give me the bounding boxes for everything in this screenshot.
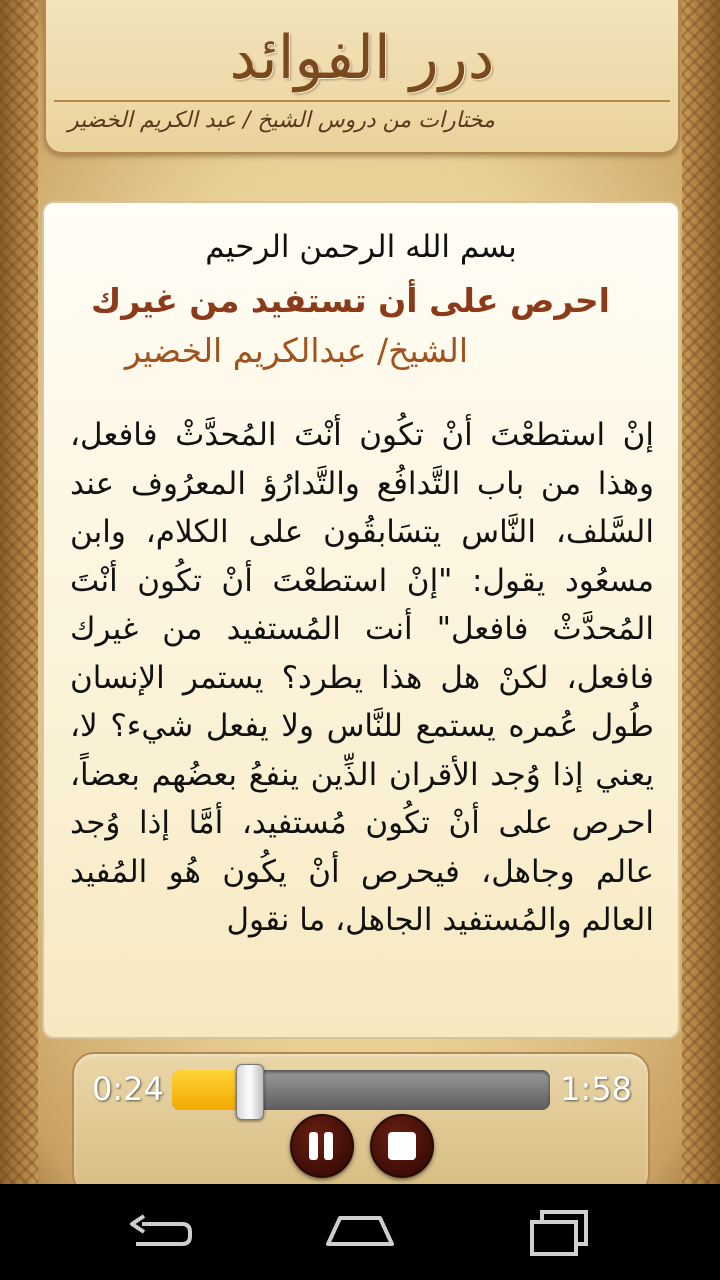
- total-time: 1:58: [560, 1070, 632, 1108]
- lesson-body-text: إنْ استطعْتَ أنْ تكُون أنْتَ المُحدَّثْ فافعل، وهذا من باب التَّدافُع والتَّدارُؤ المعرُوف عند السَّلف، النَّاس يتسَابقُون على الكلام، وابن مسعُود يقول: "إنْ استطعْتَ أنْ تكُون أنْتَ المُحدَّثْ فافعل" أنت المُستفيد من غيرك فافعل، لكنْ هل هذا يطرد؟ يستمر الإنسان طُول عُمره يستمع للنَّاس ولا يفعل شيء؟ لا، يعني إذا وُجد الأقران الذِّين ينفعُ بعضُهم بعضاً، احرص على أنْ تكُون مُستفيد، أمَّا إذا وُجد عالم وجاهل، فيحرص أنْ يكُون هُو المُفيد العالم والمُستفيد الجاهل، ما نقول: [70, 417, 654, 938]
- lesson-card[interactable]: [42, 201, 680, 1039]
- seek-bar-thumb[interactable]: [236, 1064, 264, 1120]
- pause-button[interactable]: [290, 1114, 354, 1178]
- audio-player: [72, 1052, 650, 1184]
- stop-button[interactable]: [370, 1114, 434, 1178]
- home-button[interactable]: [320, 1202, 400, 1262]
- app-subtitle: مختارات من دروس الشيخ / عبد الكريم الخضير: [68, 108, 495, 133]
- seek-bar[interactable]: [172, 1070, 550, 1110]
- system-navigation-bar: [0, 1184, 720, 1280]
- basmala: بسم الله الرحمن الرحيم: [205, 229, 517, 265]
- lesson-title: احرص على أن تستفيد من غيرك: [91, 281, 610, 320]
- elapsed-time: 0:24: [92, 1070, 164, 1108]
- recent-apps-button[interactable]: [520, 1202, 600, 1262]
- app-header: [44, 0, 680, 154]
- recent-apps-icon: [520, 1202, 600, 1262]
- header-divider: [54, 100, 670, 102]
- lesson-author: الشيخ/ عبدالكريم الخضير: [124, 331, 468, 370]
- stop-icon: [388, 1132, 416, 1160]
- home-icon: [320, 1202, 400, 1262]
- app-title: درر الفوائد: [229, 23, 495, 93]
- back-button[interactable]: [120, 1202, 200, 1262]
- back-icon: [120, 1202, 200, 1262]
